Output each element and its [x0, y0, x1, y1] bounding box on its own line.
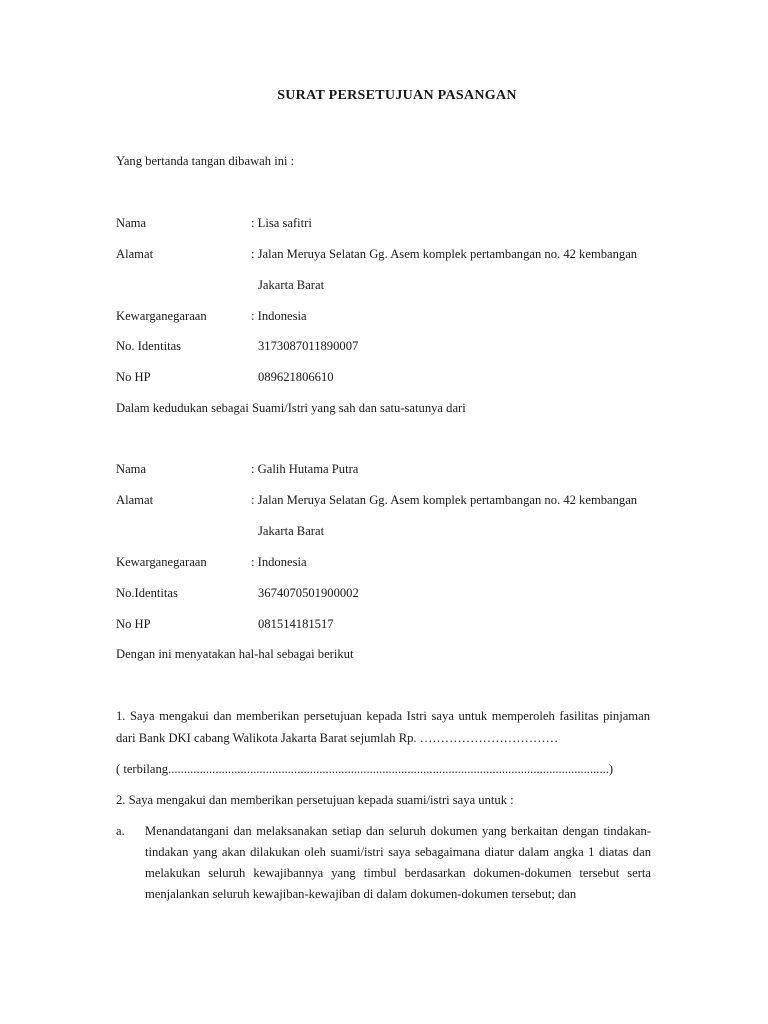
person1-nama-value: : Lisa safitri — [251, 216, 312, 230]
person2-alamat-value-line1: : Jalan Meruya Selatan Gg. Asem komplek pertambangan no. 42 kembangan — [251, 493, 638, 507]
intro-text: Yang bertanda tangan dibawah ini : — [116, 154, 295, 168]
person1-alamat-value-line1: : Jalan Meruya Selatan Gg. Asem komplek pertambangan no. 42 kembangan — [251, 247, 638, 261]
person2-nama-label: Nama — [116, 462, 147, 476]
relation-text: Dalam kedudukan sebagai Suami/Istri yang sah dan satu-satunya dari — [116, 401, 466, 415]
person1-alamat-value-line2: Jakarta Barat — [258, 278, 325, 292]
point2-sub-a-line1: Menandatangani dan melaksanakan setiap dan seluruh dokumen yang berkaitan dengan tindakan- — [145, 824, 651, 838]
point2-sub-a-line4: menjalankan seluruh kewajiban-kewajiban di dalam dokumen-dokumen tersebut; dan — [145, 887, 577, 901]
person2-hp-label: No HP — [116, 617, 151, 631]
person1-alamat-label: Alamat — [116, 247, 154, 261]
person1-kewarganegaraan-value: : Indonesia — [251, 309, 307, 323]
point2-line1: 2. Saya mengakui dan memberikan persetujuan kepada suami/istri saya untuk : — [116, 793, 514, 807]
person2-alamat-value-line2: Jakarta Barat — [258, 524, 325, 538]
point1-line2: dari Bank DKI cabang Walikota Jakarta Barat sejumlah Rp. …………………………… — [116, 731, 559, 745]
person1-hp-value: 089621806610 — [258, 370, 334, 384]
person2-identitas-value: 3674070501900002 — [258, 586, 359, 600]
person1-hp-label: No HP — [116, 370, 151, 384]
person2-kewarganegaraan-value: : Indonesia — [251, 555, 307, 569]
declaration-text: Dengan ini menyatakan hal-hal sebagai berikut — [116, 647, 354, 661]
point1-terbilang: ( terbilang............................................................................................................................................) — [116, 762, 614, 776]
person1-identitas-label: No. Identitas — [116, 339, 182, 353]
person2-identitas-label: No.Identitas — [116, 586, 178, 600]
person2-kewarganegaraan-label: Kewarganegaraan — [116, 555, 207, 569]
point2-sub-a-line2: tindakan yang akan dilakukan oleh suami/istri saya sebagaimana diatur dalam angka 1 diatas dan — [145, 845, 651, 859]
point2-sub-a-line3: melakukan seluruh kewajibannya yang timbul berdasarkan dokumen-dokumen tersebut serta — [145, 866, 651, 880]
person2-hp-value: 081514181517 — [258, 617, 334, 631]
document-title: SURAT PERSETUJUAN PASANGAN — [277, 88, 517, 103]
person1-nama-label: Nama — [116, 216, 147, 230]
person2-nama-value: : Galih Hutama Putra — [251, 462, 359, 476]
person1-identitas-value: 3173087011890007 — [258, 339, 359, 353]
point1-line1: 1. Saya mengakui dan memberikan persetujuan kepada Istri saya untuk memperoleh fasilitas pinjaman — [116, 709, 650, 723]
person2-alamat-label: Alamat — [116, 493, 154, 507]
point2-sub-a-marker: a. — [116, 824, 125, 838]
person1-kewarganegaraan-label: Kewarganegaraan — [116, 309, 207, 323]
